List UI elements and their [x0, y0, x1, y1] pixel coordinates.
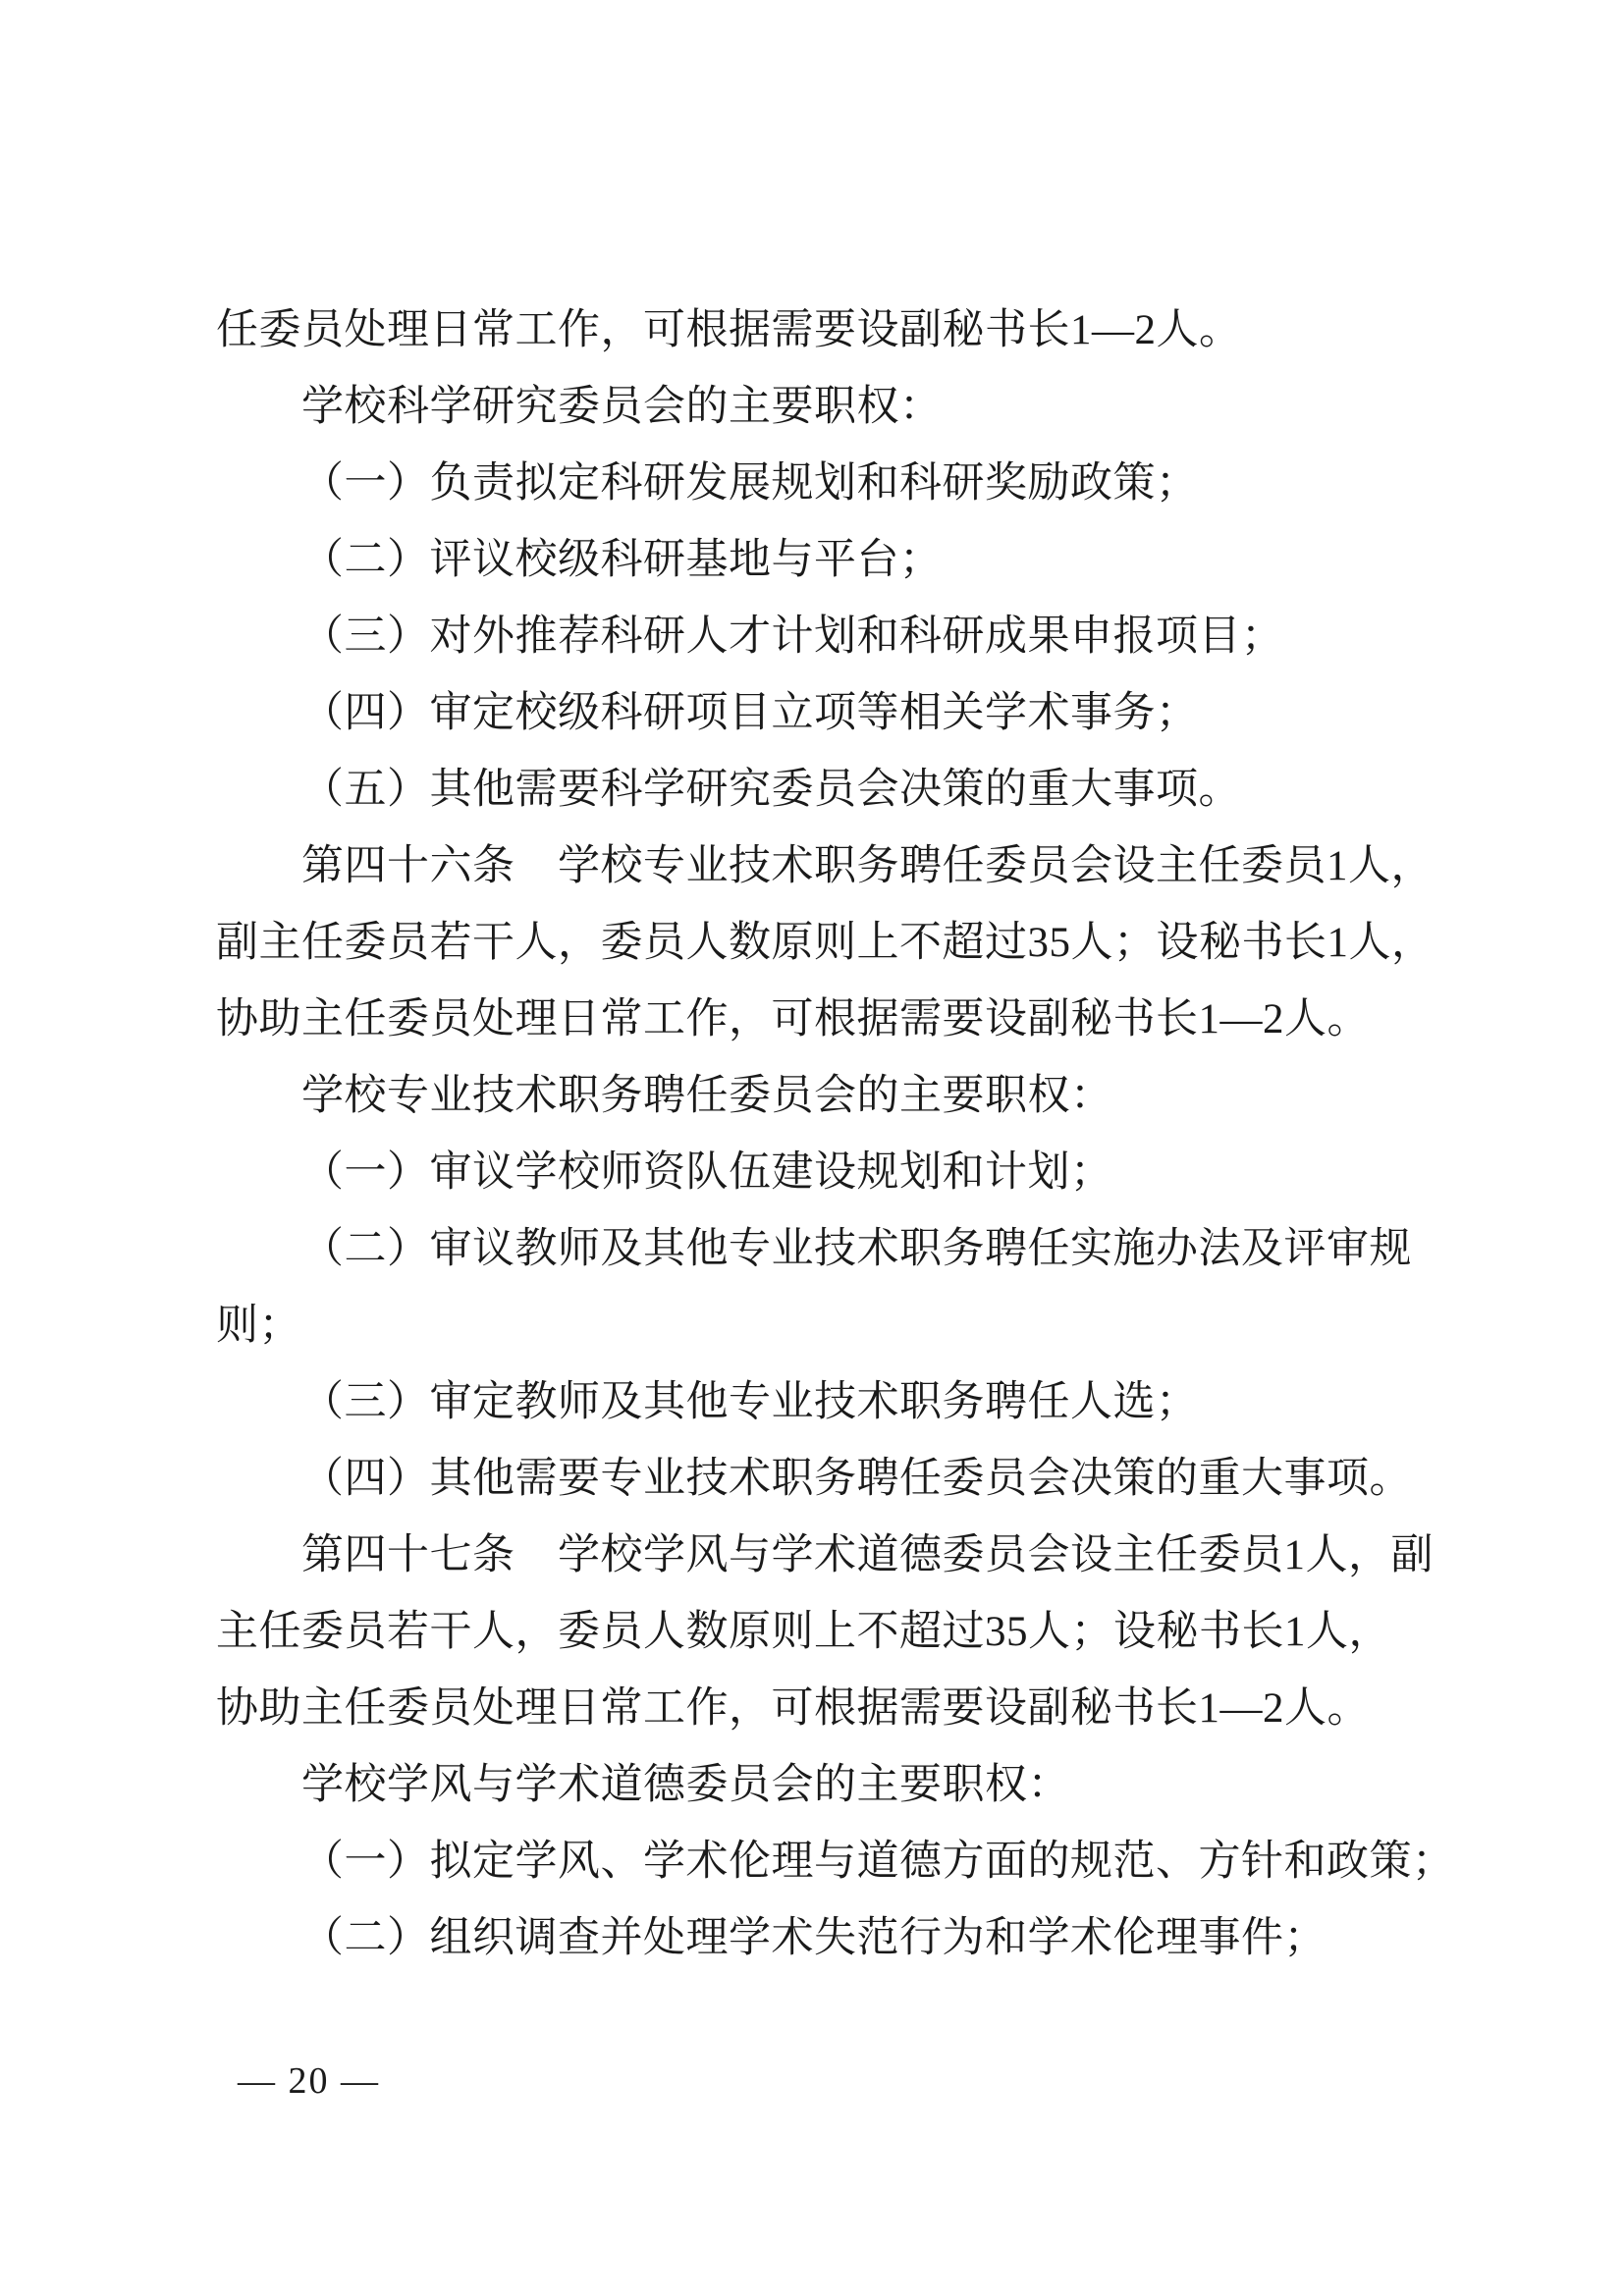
- text-line: 学校专业技术职务聘任委员会的主要职权：: [301, 1073, 1113, 1119]
- text-line: 学校科学研究委员会的主要职权：: [301, 384, 943, 430]
- text-line: 主任委员若干人，委员人数原则上不超过35人；设秘书长1人，: [216, 1609, 1391, 1655]
- text-line: （二）评议校级科研基地与平台；: [301, 537, 943, 583]
- text-line: （五）其他需要科学研究委员会决策的重大事项。: [301, 767, 1241, 813]
- text-line: 协助主任委员处理日常工作，可根据需要设副秘书长1—2人。: [216, 1685, 1370, 1732]
- text-line: （一）负责拟定科研发展规划和科研奖励政策；: [301, 460, 1199, 507]
- text-line: （四）审定校级科研项目立项等相关学术事务；: [301, 690, 1199, 736]
- document-body: [216, 293, 1455, 1977]
- text-line: 则；: [216, 1303, 301, 1349]
- text-line: （三）对外推荐科研人才计划和科研成果申报项目；: [301, 614, 1284, 660]
- page-number: — 20 —: [238, 2060, 380, 2102]
- text-line: 第四十六条 学校专业技术职务聘任委员会设主任委员1人，: [301, 843, 1434, 889]
- text-line: （二）审议教师及其他专业技术职务聘任实施办法及评审规: [301, 1226, 1412, 1272]
- text-line: （二）组织调查并处理学术失范行为和学术伦理事件；: [301, 1915, 1326, 1961]
- text-line: 任委员处理日常工作，可根据需要设副秘书长1—2人。: [216, 307, 1242, 353]
- text-line: （四）其他需要专业技术职务聘任委员会决策的重大事项。: [301, 1456, 1412, 1502]
- text-line: 副主任委员若干人，委员人数原则上不超过35人；设秘书长1人，: [216, 920, 1435, 966]
- text-line: （一）审议学校师资队伍建设规划和计划；: [301, 1149, 1113, 1196]
- text-line: （一）拟定学风、学术伦理与道德方面的规范、方针和政策；: [301, 1839, 1455, 1885]
- text-line: 协助主任委员处理日常工作，可根据需要设副秘书长1—2人。: [216, 996, 1370, 1042]
- text-line: 第四十七条 学校学风与学术道德委员会设主任委员1人，副: [301, 1532, 1434, 1578]
- text-line: 学校学风与学术道德委员会的主要职权：: [301, 1762, 1070, 1808]
- text-line: （三）审定教师及其他专业技术职务聘任人选；: [301, 1379, 1199, 1425]
